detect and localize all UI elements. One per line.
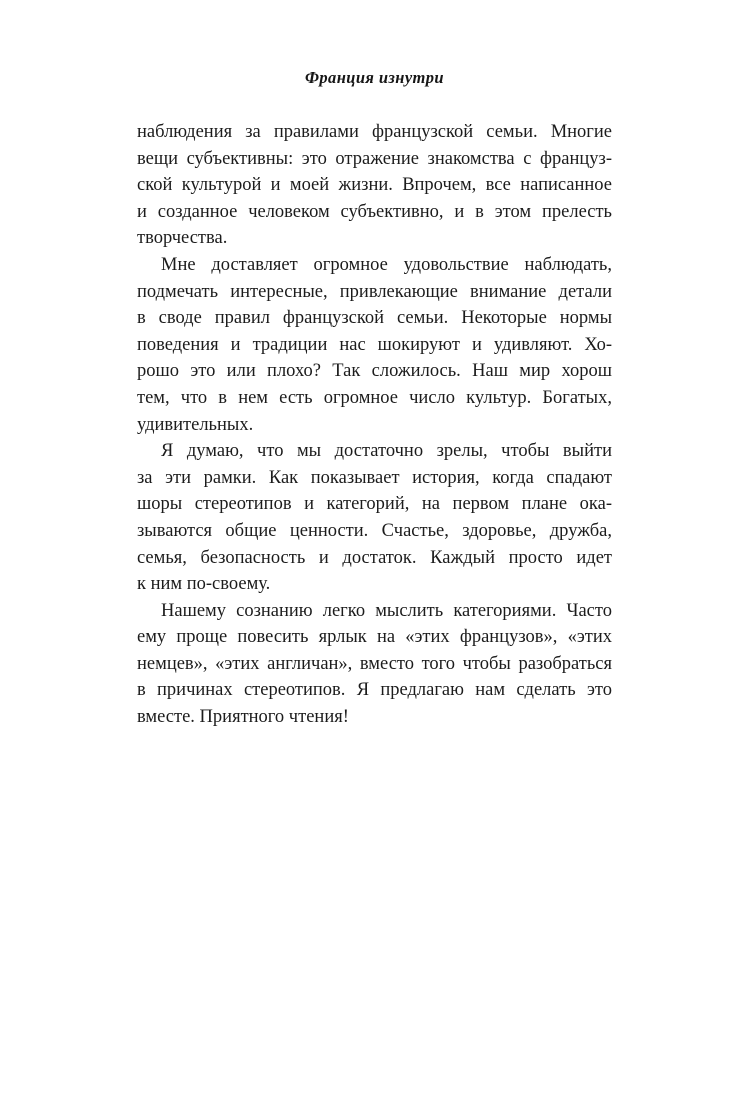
running-head-title: Франция изнутри — [304, 68, 445, 87]
text-line: Я думаю, что мы достаточно зрелы, чтобы выйти — [161, 441, 612, 462]
text-line: ему проще повесить ярлык на «этих французов», «этих — [137, 627, 612, 648]
text-line: удивительных. — [137, 414, 254, 435]
text-line: зываются общие ценности. Счастье, здоровье, дружба, — [137, 520, 612, 541]
text-line: вещи субъективны: это отражение знакомства с француз- — [137, 148, 612, 169]
text-line: ской культурой и моей жизни. Впрочем, все написанное — [137, 175, 612, 196]
text-line: наблюдения за правилами французской семьи. Многие — [137, 122, 612, 142]
text-line: к ним по-своему. — [137, 574, 271, 595]
text-line: поведения и традиции нас шокируют и удивляют. Хо- — [137, 334, 612, 355]
text-line: Мне доставляет огромное удовольствие наблюдать, — [161, 254, 612, 275]
text-line: в причинах стереотипов. Я предлагаю нам сделать это — [137, 680, 612, 701]
text-line: подмечать интересные, привлекающие внимание детали — [137, 281, 612, 302]
text-line: рошо это или плохо? Так сложилось. Наш мир хорош — [137, 361, 612, 382]
text-line: вместе. Приятного чтения! — [137, 707, 349, 728]
text-line: Нашему сознанию легко мыслить категориями. Часто — [161, 600, 612, 621]
text-line: творчества. — [137, 228, 228, 249]
text-line: в своде правил французской семьи. Некоторые нормы — [137, 308, 612, 329]
text-line: немцев», «этих англичан», вместо того чтобы разобраться — [137, 653, 612, 674]
text-line: семья, безопасность и достаток. Каждый просто идет — [137, 547, 612, 568]
text-line: тем, что в нем есть огромное число культур. Богатых, — [137, 387, 612, 408]
body-text-block — [137, 119, 612, 731]
text-line: и созданное человеком субъективно, и в этом прелесть — [137, 201, 612, 222]
text-line: шоры стереотипов и категорий, на первом плане ока- — [137, 494, 612, 515]
text-line: за эти рамки. Как показывает история, когда спадают — [137, 467, 612, 488]
